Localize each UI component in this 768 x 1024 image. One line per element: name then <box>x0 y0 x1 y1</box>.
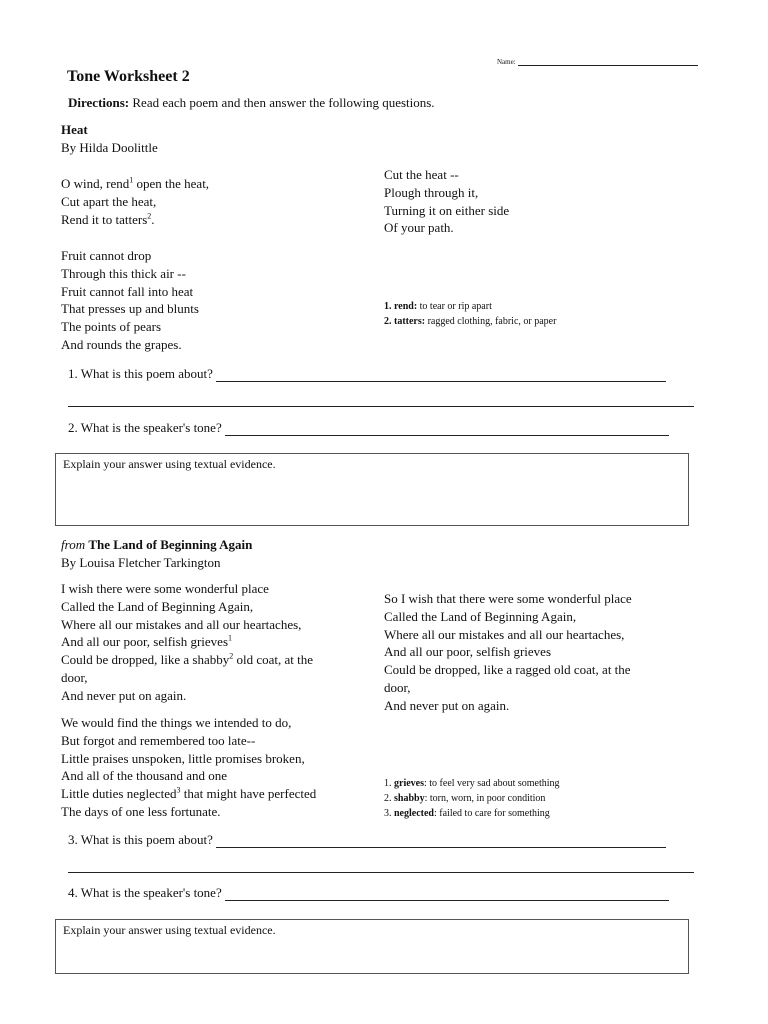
poem2-stanza3 <box>384 590 632 715</box>
question-1: 1. What is this poem about? <box>68 366 666 382</box>
poem1-footnotes <box>384 299 556 329</box>
poem-line: Fruit cannot fall into heat <box>61 283 194 299</box>
poem-line: And all of the thousand and one <box>61 768 228 784</box>
poem-line: Cut the heat -- <box>384 167 459 182</box>
page-title: Tone Worksheet 2 <box>67 68 190 85</box>
poem-line: Where all our mistakes and all our heartaches, <box>384 626 625 642</box>
footnote: 1. grieves: to feel very sad about something <box>384 778 560 789</box>
poem-line: Rend it to tatters$^2$. <box>61 211 155 227</box>
poem-line: I wish there were some wonderful place <box>61 581 269 596</box>
question-4: 4. What is the speaker's tone? <box>68 885 669 901</box>
poem-line: Called the Land of Beginning Again, <box>61 598 254 614</box>
poem-line: The days of one less fortunate. <box>61 803 221 819</box>
poem2-stanza1 <box>61 580 313 705</box>
footnote: 2. shabby: torn, worn, in poor condition <box>384 793 546 804</box>
name-field[interactable] <box>497 58 698 66</box>
explain-box-2[interactable] <box>55 919 689 974</box>
name-label: Name: <box>497 58 516 66</box>
poem2-from: from <box>61 537 86 552</box>
poem-line: We would find the things we intended to do, <box>61 715 292 730</box>
answer-line-1b[interactable] <box>68 406 694 407</box>
poem-line: Could be dropped, like a shabby$^2$ old coat, at the <box>61 651 314 668</box>
question-3: 3. What is this poem about? <box>68 832 666 848</box>
poem-line: Cut apart the heat, <box>61 193 157 209</box>
explain-box-1[interactable] <box>55 453 689 526</box>
explain-label: Explain your answer using textual evidence. <box>63 923 276 937</box>
poem-line: Little duties neglected$^3$ that might have perfected <box>61 785 317 802</box>
poem-line: Of your path. <box>384 220 454 236</box>
poem-line: The points of pears <box>61 319 162 335</box>
directions-text: Read each poem and then answer the following questions. <box>132 95 435 110</box>
poem2-title-line <box>61 537 252 553</box>
footnote: 3. neglected: failed to care for something <box>384 808 550 819</box>
poem-line: And all our poor, selfish grieves$^1$ <box>61 634 233 650</box>
poem-line: door, <box>384 679 411 695</box>
poem-line: And never put on again. <box>61 687 187 703</box>
poem-line: Through this thick air -- <box>61 265 186 281</box>
poem-line: door, <box>61 669 88 685</box>
name-line[interactable] <box>518 58 698 66</box>
poem1-stanza2 <box>61 247 199 354</box>
poem-line: And never put on again. <box>384 697 510 713</box>
poem2-footnotes <box>384 776 560 821</box>
answer-line-3b[interactable] <box>68 872 694 873</box>
poem1-stanza3 <box>384 166 509 237</box>
poem-line: Called the Land of Beginning Again, <box>384 608 577 624</box>
poem-line: And all our poor, selfish grieves <box>384 644 552 660</box>
answer-line-3[interactable] <box>216 833 666 848</box>
answer-line-4[interactable] <box>225 886 669 901</box>
poem-line: Could be dropped, like a ragged old coat, at the <box>384 662 631 678</box>
poem-line: Turning it on either side <box>384 202 510 218</box>
poem-line: That presses up and blunts <box>61 301 199 317</box>
poem1-title: Heat <box>61 122 88 137</box>
footnote: 2. tatters: ragged clothing, fabric, or paper <box>384 316 557 327</box>
poem-line: So I wish that there were some wonderful place <box>384 591 632 606</box>
explain-label: Explain your answer using textual evidence. <box>63 457 276 471</box>
footnote: 1. rend: to tear or rip apart <box>384 301 492 312</box>
directions <box>68 95 435 111</box>
question-2: 2. What is the speaker's tone? <box>68 420 669 436</box>
answer-line-1[interactable] <box>216 367 666 382</box>
poem1-byline: By Hilda Doolittle <box>61 140 158 155</box>
poem2-stanza2 <box>61 714 316 821</box>
directions-label: Directions: <box>68 95 130 110</box>
poem-line: But forgot and remembered too late-- <box>61 732 256 748</box>
poem-line: Plough through it, <box>384 184 479 200</box>
poem-line: Where all our mistakes and all our heartaches, <box>61 616 302 632</box>
poem1-stanza1 <box>61 175 209 228</box>
poem-line: O wind, rend$^1$ open the heat, <box>61 175 210 191</box>
poem-line: And rounds the grapes. <box>61 336 182 352</box>
poem-line: Little praises unspoken, little promises broken, <box>61 750 305 766</box>
answer-line-2[interactable] <box>225 421 669 436</box>
poem2-byline: By Louisa Fletcher Tarkington <box>61 555 221 570</box>
poem2-title: The Land of Beginning Again <box>88 537 253 552</box>
poem-line: Fruit cannot drop <box>61 248 152 263</box>
